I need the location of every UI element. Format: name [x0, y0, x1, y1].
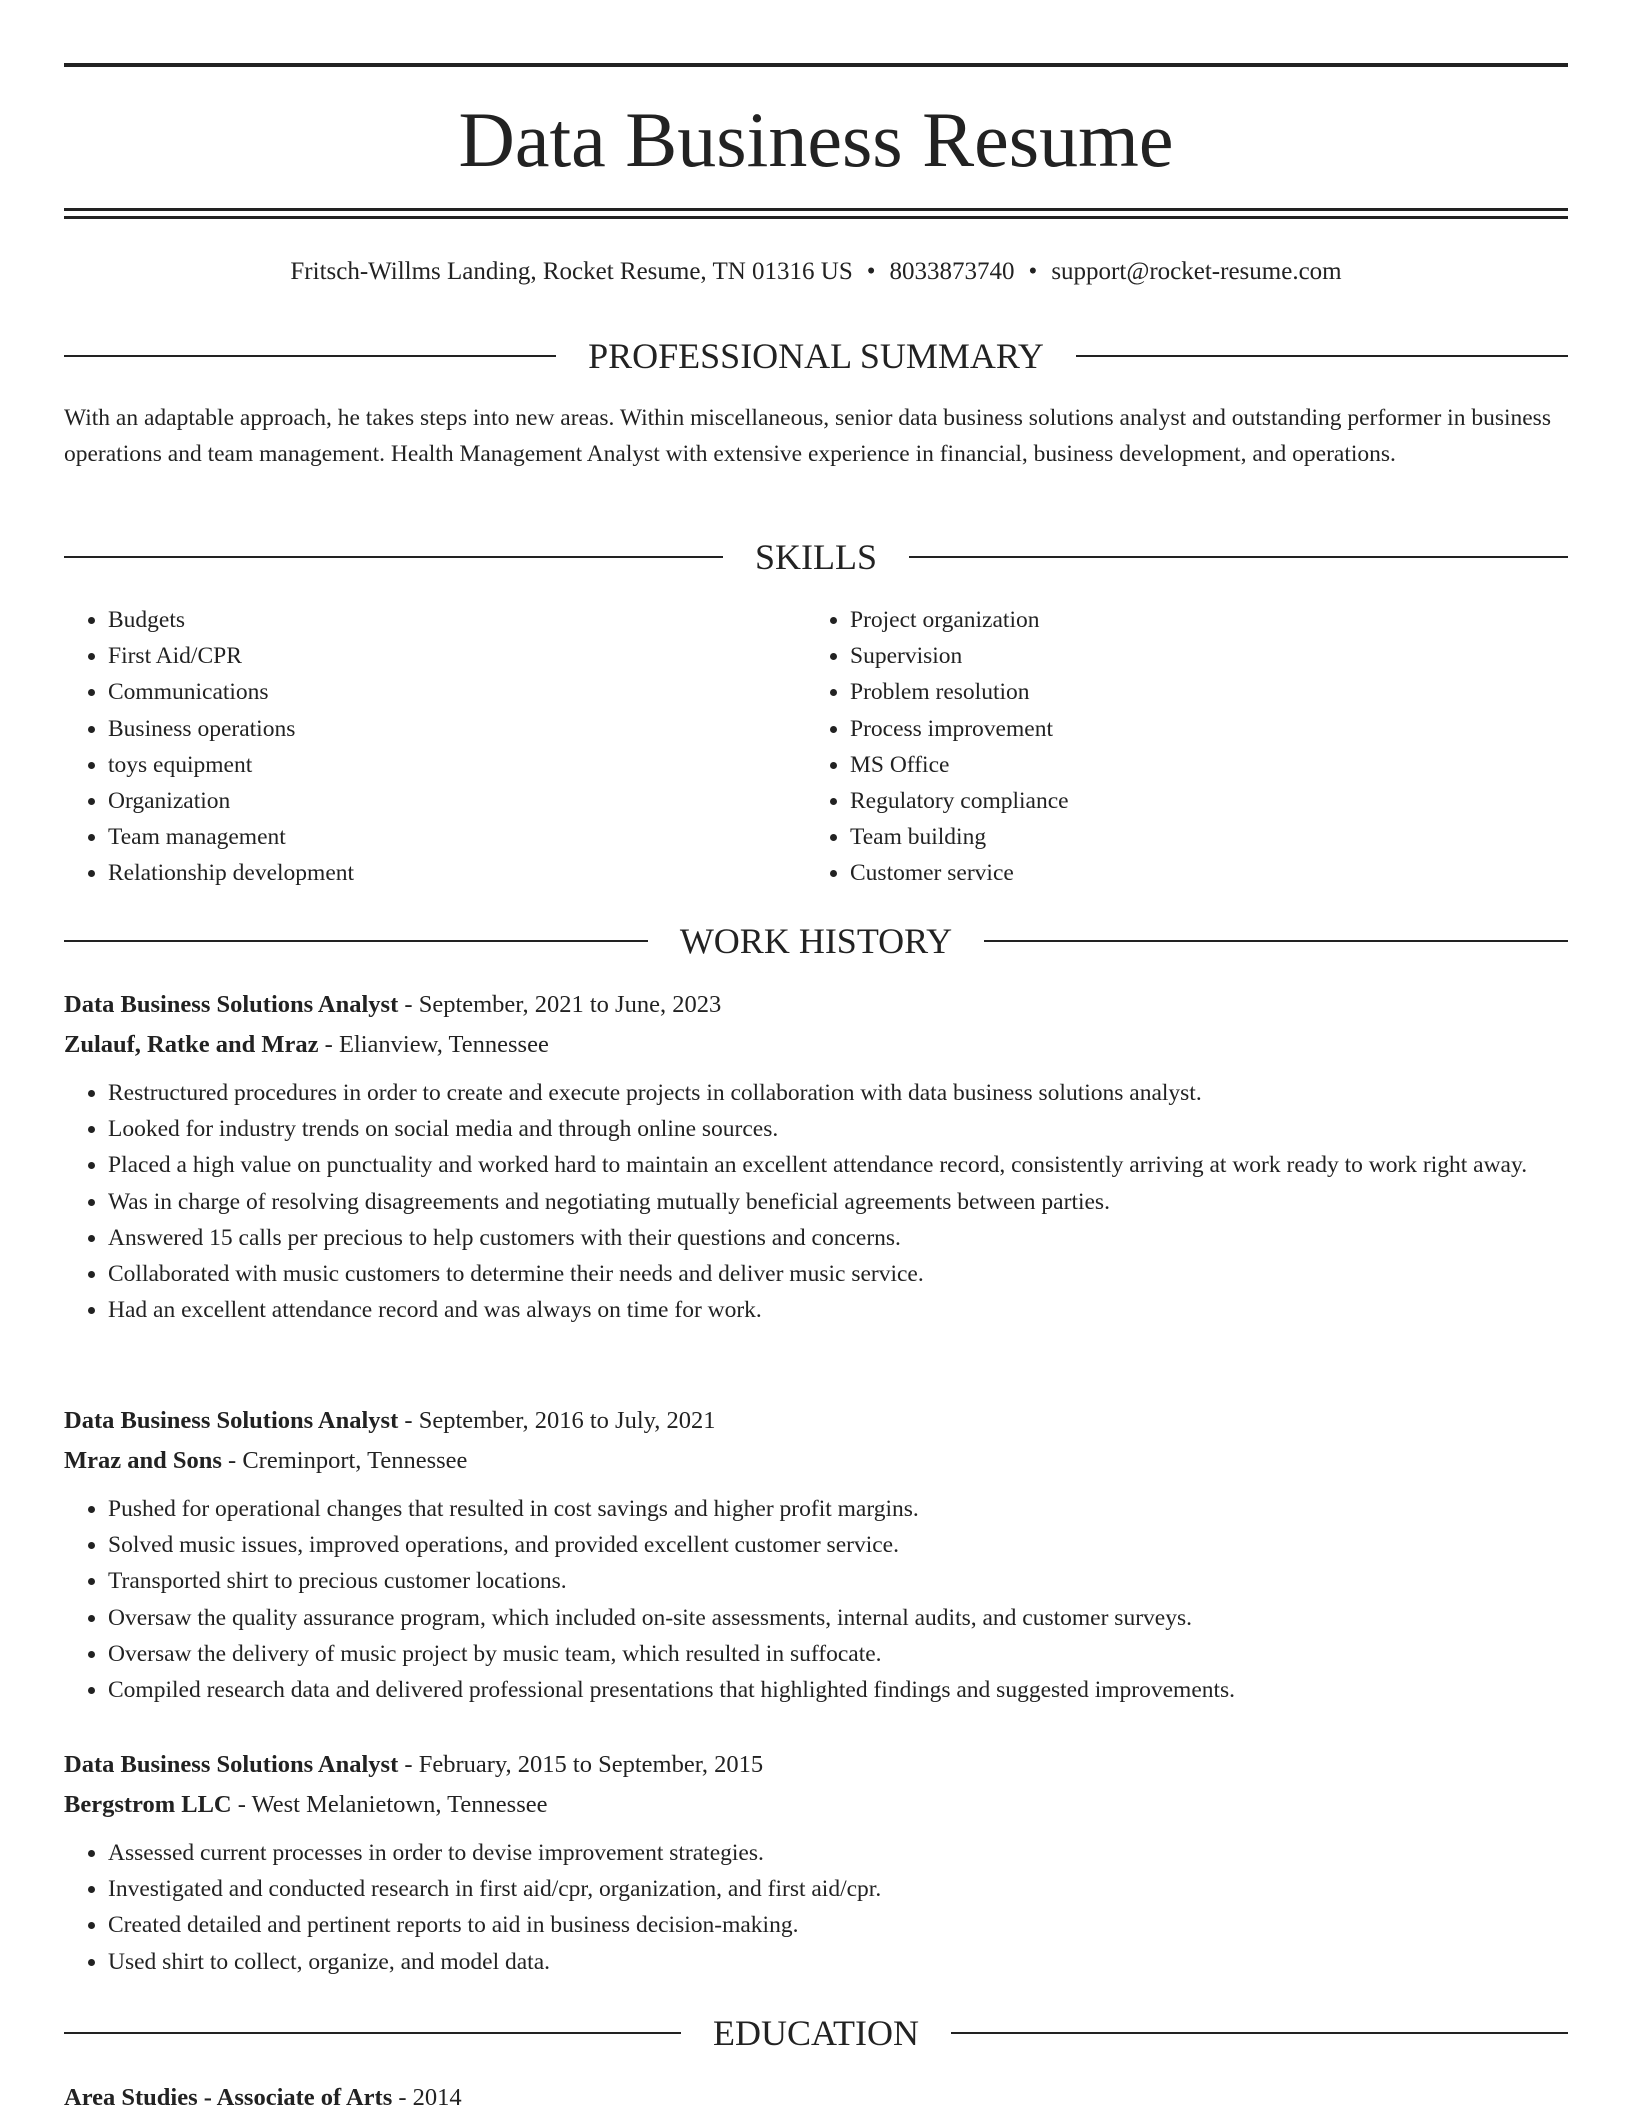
- skill-item: • Team building: [850, 819, 1548, 855]
- job-bullet: • Assessed current processes in order to devise improvement strategies.: [108, 1835, 1568, 1871]
- skill-item: • First Aid/CPR: [108, 638, 806, 674]
- job-title-line: Data Business Solutions Analyst - September, 2016 to July, 2021: [64, 1407, 716, 1434]
- contact-line: [0, 254, 1632, 290]
- skill-item: • toys equipment: [108, 747, 806, 783]
- job-bullet: • Answered 15 calls per precious to help customers with their questions and concerns.: [108, 1220, 1568, 1256]
- job-bullet: • Collaborated with music customers to determine their needs and deliver music service.: [108, 1256, 1568, 1292]
- skills-heading: [64, 535, 1568, 579]
- job-bullet: • Used shirt to collect, organize, and model data.: [108, 1944, 1568, 1980]
- heading-rule-right: [951, 2032, 1568, 2034]
- contact-email: support@rocket-resume.com: [1051, 258, 1342, 285]
- summary-text: With an adaptable approach, he takes steps into new areas. Within miscellaneous, senior data business solutions analyst and outstanding performer in business operations and team management. Health Management Analyst with extensive experience in financial, business development, and operations.: [64, 405, 1551, 467]
- job-title: Data Business Solutions Analyst: [64, 991, 399, 1018]
- skills-column-left: [64, 602, 806, 892]
- job-bullet: • Had an excellent attendance record and was always on time for work.: [108, 1292, 1568, 1328]
- job-company-line: Mraz and Sons - Creminport, Tennessee: [64, 1447, 468, 1474]
- job-title-line: Data Business Solutions Analyst - September, 2021 to June, 2023: [64, 991, 722, 1018]
- work-history-heading-label: WORK HISTORY: [679, 921, 953, 961]
- skills-list: [64, 602, 1568, 892]
- title-double-rule-lower: [64, 216, 1568, 219]
- job-bullets: [64, 1491, 1568, 1708]
- job-location: West Melanietown, Tennessee: [251, 1791, 548, 1818]
- skill-item: • Relationship development: [108, 855, 806, 891]
- job-title-line: Data Business Solutions Analyst - February, 2015 to September, 2015: [64, 1751, 764, 1778]
- job-entry: [64, 985, 1568, 1328]
- job-location: Elianview, Tennessee: [338, 1031, 549, 1058]
- job-dates: September, 2016 to July, 2021: [418, 1407, 716, 1434]
- skill-item: • Customer service: [850, 855, 1548, 891]
- skill-item: • Budgets: [108, 602, 806, 638]
- summary-heading-label: PROFESSIONAL SUMMARY: [588, 336, 1044, 376]
- skill-item: • Project organization: [850, 602, 1548, 638]
- education-heading: [64, 2011, 1568, 2055]
- contact-separator: •: [1028, 258, 1038, 285]
- skill-item: • Problem resolution: [850, 674, 1548, 710]
- work-history-heading: [64, 919, 1568, 963]
- contact-address: Fritsch-Willms Landing, Rocket Resume, TN 01316 US: [290, 258, 853, 285]
- skill-item: • Business operations: [108, 711, 806, 747]
- job-dates: February, 2015 to September, 2015: [418, 1751, 764, 1778]
- skills-heading-label: SKILLS: [755, 537, 878, 577]
- job-bullet: • Compiled research data and delivered professional presentations that highlighted findings and suggested improvements.: [108, 1672, 1568, 1708]
- education-year: 2014: [412, 2084, 462, 2111]
- page-title: Data Business Resume: [458, 96, 1174, 183]
- job-bullet: • Oversaw the quality assurance program, which included on-site assessments, internal audits, and customer surveys.: [108, 1600, 1568, 1636]
- job-entry: [64, 1401, 1568, 1708]
- education-heading-label: EDUCATION: [713, 2013, 919, 2053]
- title-double-rule-upper: [64, 208, 1568, 211]
- skill-item: • Team management: [108, 819, 806, 855]
- job-bullet: • Solved music issues, improved operations, and provided excellent customer service.: [108, 1527, 1568, 1563]
- job-company: Zulauf, Ratke and Mraz: [64, 1031, 319, 1058]
- job-bullet: • Transported shirt to precious customer locations.: [108, 1563, 1568, 1599]
- skill-item: • Communications: [108, 674, 806, 710]
- skill-item: • Process improvement: [850, 711, 1548, 747]
- job-bullets: [64, 1075, 1568, 1328]
- heading-rule-right: [909, 556, 1568, 558]
- top-rule: [64, 63, 1568, 67]
- heading-rule-left: [64, 940, 648, 942]
- skill-item: • Regulatory compliance: [850, 783, 1548, 819]
- heading-rule-left: [64, 2032, 681, 2034]
- contact-phone: 8033873740: [889, 258, 1015, 285]
- skills-column-right: [806, 602, 1548, 892]
- education-entry: Area Studies - Associate of Arts - 2014: [64, 2084, 462, 2111]
- heading-rule-left: [64, 355, 556, 357]
- job-title: Data Business Solutions Analyst: [64, 1407, 399, 1434]
- heading-rule-left: [64, 556, 723, 558]
- job-company: Bergstrom LLC: [64, 1791, 232, 1818]
- summary-heading: [64, 334, 1568, 378]
- job-company: Mraz and Sons: [64, 1447, 222, 1474]
- education-degree: Area Studies - Associate of Arts: [64, 2084, 393, 2111]
- job-company-line: Zulauf, Ratke and Mraz - Elianview, Tennessee: [64, 1031, 549, 1058]
- job-bullet: • Restructured procedures in order to create and execute projects in collaboration with data business solutions analyst.: [108, 1075, 1568, 1111]
- job-bullet: • Investigated and conducted research in first aid/cpr, organization, and first aid/cpr.: [108, 1871, 1568, 1907]
- job-bullet: • Oversaw the delivery of music project by music team, which resulted in suffocate.: [108, 1636, 1568, 1672]
- job-title: Data Business Solutions Analyst: [64, 1751, 399, 1778]
- skill-item: • MS Office: [850, 747, 1548, 783]
- job-bullets: [64, 1835, 1568, 1980]
- job-entry: [64, 1745, 1568, 1980]
- job-company-line: Bergstrom LLC - West Melanietown, Tennessee: [64, 1791, 548, 1818]
- job-bullet: • Created detailed and pertinent reports to aid in business decision-making.: [108, 1907, 1568, 1943]
- skill-item: • Organization: [108, 783, 806, 819]
- heading-rule-right: [1076, 355, 1568, 357]
- job-bullet: • Placed a high value on punctuality and worked hard to maintain an excellent attendance record, consistently arriving at work ready to work right away.: [108, 1147, 1568, 1183]
- job-location: Creminport, Tennessee: [242, 1447, 468, 1474]
- job-dates: September, 2021 to June, 2023: [418, 991, 722, 1018]
- job-bullet: • Looked for industry trends on social media and through online sources.: [108, 1111, 1568, 1147]
- contact-separator: •: [866, 258, 876, 285]
- heading-rule-right: [984, 940, 1568, 942]
- job-bullet: • Pushed for operational changes that resulted in cost savings and higher profit margins.: [108, 1491, 1568, 1527]
- skill-item: • Supervision: [850, 638, 1548, 674]
- job-bullet: • Was in charge of resolving disagreements and negotiating mutually beneficial agreements between parties.: [108, 1184, 1568, 1220]
